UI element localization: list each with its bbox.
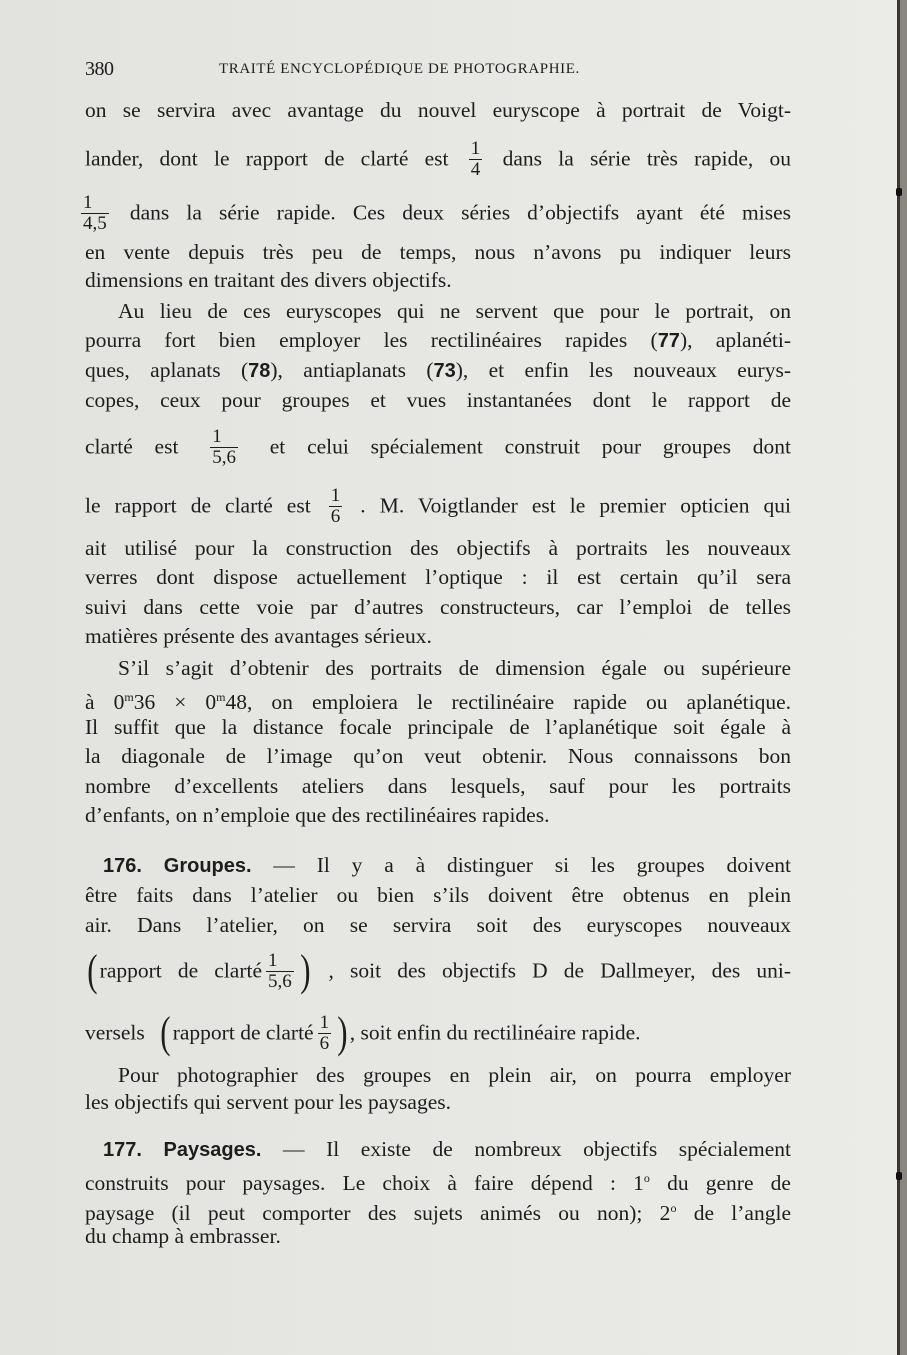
text-line: être faits dans l’atelier ou bien s’ils doivent être obtenus en plein: [85, 883, 791, 907]
text-run: et celui spécialement construit pour groupes dont: [269, 434, 792, 459]
text-line: S’il s’agit d’obtenir des portraits de dimension égale ou supérieure: [118, 656, 791, 680]
fraction-denominator: 6: [330, 506, 341, 527]
edge-mark: [896, 1172, 902, 1180]
text-run: construits pour paysages. Le choix à faire dépend : 1: [85, 1171, 644, 1195]
fraction-numerator: 1: [470, 138, 481, 159]
binding-edge: [900, 0, 907, 1355]
text-run: ), et enfin les nouveaux eurys-: [455, 358, 791, 382]
fraction-denominator: 4,5: [83, 213, 107, 234]
text-line: ait utilisé pour la construction des objectifs à portraits les nouveaux: [85, 536, 791, 560]
text-run: rapport de clarté: [99, 958, 263, 983]
superscript: m: [216, 690, 226, 704]
text-line: du champ à embrasser.: [85, 1224, 281, 1248]
fraction-denominator: 4: [470, 159, 481, 180]
text-run: rapport de clarté: [172, 1020, 314, 1045]
fraction-numerator: 1: [210, 427, 238, 448]
text-line: nombre d’excellents ateliers dans lesquels, sauf pour les portraits: [85, 774, 791, 798]
text-line: [85, 326, 791, 355]
text-run: 36 × 0: [133, 690, 217, 714]
text-run: ), antiaplanats (: [270, 358, 434, 382]
text-line: Au lieu de ces euryscopes qui ne servent que pour le portrait, on: [118, 299, 791, 323]
text-line: [81, 194, 791, 235]
superscript: m: [124, 690, 134, 704]
text-run: paysage (il peut comporter des sujets animés ou non); 2: [85, 1201, 671, 1225]
page-number: 380: [85, 58, 114, 80]
fraction: [329, 486, 343, 527]
text-run: dans la série très rapide, ou: [502, 146, 792, 171]
fraction: [81, 193, 109, 234]
fraction-numerator: 1: [266, 951, 294, 972]
section-reference: 78: [248, 360, 271, 382]
superscript: o: [643, 1171, 650, 1185]
text-line: Pour photographier des groupes en plein air, on pourra employer: [118, 1063, 791, 1087]
text-run: — Il existe de nombreux objectifs spécialement: [282, 1137, 792, 1161]
text-line: suivi dans cette voie par d’autres constructeurs, car l’emploi de telles: [85, 595, 791, 619]
text-line: [85, 140, 791, 181]
text-run: ques, aplanats (: [85, 358, 249, 382]
text-line: Il suffit que la distance focale principale de l’aplanétique soit égale à: [85, 715, 791, 739]
text-run: — Il y a à distinguer si les groupes doivent: [273, 853, 792, 877]
superscript: o: [670, 1201, 677, 1215]
section-title: Groupes.: [163, 855, 252, 877]
close-parenthesis: ): [299, 945, 311, 995]
text-line: verres dont dispose actuellement l’optique : il est certain qu’il sera: [85, 565, 791, 589]
text-run: ), aplanéti-: [679, 328, 791, 352]
fraction-denominator: 5,6: [212, 447, 236, 468]
text-run: clarté est: [85, 434, 179, 459]
text-run: . M. Voigtlander est le premier opticien qui: [360, 493, 791, 518]
text-run: pourra fort bien employer les rectilinéaires rapides (: [85, 328, 658, 352]
text-line: [85, 1007, 791, 1057]
fraction-denominator: 6: [319, 1033, 330, 1054]
text-line: en vente depuis très peu de temps, nous n’avons pu indiquer leurs: [85, 240, 791, 264]
section-heading-line: [85, 851, 791, 880]
fraction-denominator: 5,6: [268, 971, 292, 992]
section-heading-line: [85, 1135, 791, 1164]
running-title: TRAITÉ ENCYCLOPÉDIQUE DE PHOTOGRAPHIE.: [219, 61, 580, 77]
text-line: [85, 428, 791, 469]
fraction-numerator: 1: [330, 485, 341, 506]
fraction: [210, 427, 238, 468]
text-run: à 0: [85, 690, 125, 714]
fraction: [266, 951, 294, 992]
text-line: [85, 945, 791, 995]
text-line: [85, 487, 791, 528]
text-line: [85, 1164, 791, 1197]
text-line: les objectifs qui servent pour les paysages.: [85, 1090, 452, 1114]
fraction-numerator: 1: [319, 1012, 330, 1033]
section-reference: 77: [657, 330, 680, 352]
text-run: lander, dont le rapport de clarté est: [85, 146, 449, 171]
open-parenthesis: (: [87, 945, 98, 995]
running-header: [85, 58, 785, 82]
text-line: matières présente des avantages sérieux.: [85, 624, 432, 648]
section-number: 176.: [103, 855, 142, 877]
text-line: dimensions en traitant des divers objectifs.: [85, 268, 452, 292]
section-title: Paysages.: [163, 1139, 262, 1161]
text-run: , soit des objectifs D de Dallmeyer, des uni-: [328, 958, 791, 983]
text-line: air. Dans l’atelier, on se servira soit des euryscopes nouveaux: [85, 913, 791, 937]
text-line: la diagonale de l’image qu’on veut obtenir. Nous connaissons bon: [85, 744, 791, 768]
fraction: [318, 1013, 332, 1054]
text-run: , soit enfin du rectilinéaire rapide.: [349, 1020, 641, 1045]
text-line: [85, 683, 791, 716]
text-run: dans la série rapide. Ces deux séries d’objectifs ayant été mises: [129, 200, 792, 225]
edge-mark: [896, 188, 902, 196]
text-run: du genre de: [649, 1171, 791, 1195]
open-parenthesis: (: [160, 1007, 171, 1057]
text-line: on se servira avec avantage du nouvel euryscope à portrait de Voigt-: [85, 98, 791, 122]
text-run: versels: [85, 1020, 145, 1045]
text-run: 48, on emploiera le rectilinéaire rapide ou aplanétique.: [225, 690, 791, 714]
section-reference: 73: [433, 360, 456, 382]
text-run: le rapport de clarté est: [85, 493, 311, 518]
fraction-numerator: 1: [81, 193, 109, 214]
text-line: d’enfants, on n’emploie que des rectilinéaires rapides.: [85, 803, 550, 827]
text-line: copes, ceux pour groupes et vues instantanées dont le rapport de: [85, 388, 791, 412]
fraction: [469, 139, 483, 180]
close-parenthesis: ): [337, 1007, 348, 1057]
text-run: de l’angle: [676, 1201, 791, 1225]
section-number: 177.: [103, 1139, 142, 1161]
text-line: [85, 356, 791, 385]
